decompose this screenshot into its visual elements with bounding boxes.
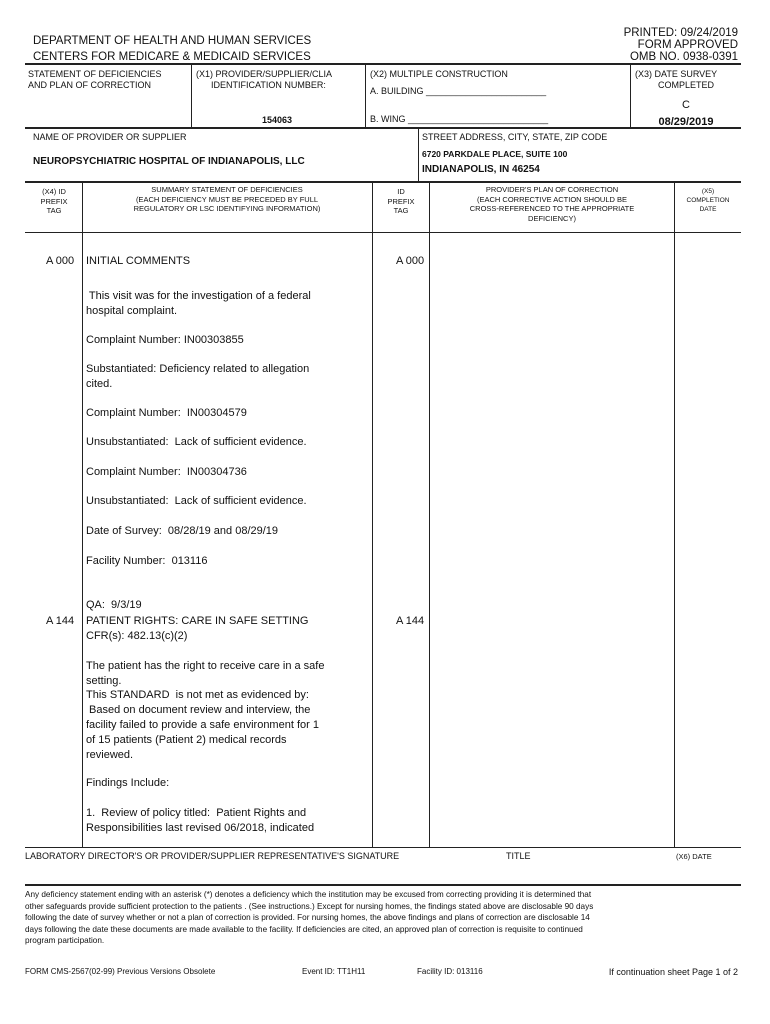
body-text: Substantiated: Deficiency related to allegation (86, 363, 310, 375)
x2-building: A. BUILDING ________________________ (370, 86, 547, 96)
rule (25, 847, 741, 848)
body-text: 1. Review of policy titled: Patient Rights and (86, 807, 307, 819)
form-approved: FORM APPROVED (637, 39, 738, 51)
id-prefix-tag: A 000 (396, 255, 425, 267)
body-text: This visit was for the investigation of a federal (86, 290, 311, 302)
provider-id-number: 154063 (262, 115, 293, 125)
x4-header: (X4) ID PREFIX TAG (40, 187, 68, 215)
divider (191, 64, 192, 128)
facility-number: Facility Number: 013116 (86, 555, 208, 567)
date-label: (X6) DATE (676, 852, 712, 861)
signature-label: LABORATORY DIRECTOR'S OR PROVIDER/SUPPLIER REPRESENTATIVE'S SIGNATURE (25, 851, 400, 861)
body-text: reviewed. (86, 749, 134, 761)
event-id: Event ID: TT1H11 (302, 967, 366, 976)
rule (25, 232, 741, 233)
body-text: hospital complaint. (86, 305, 178, 317)
cfr-reference: CFR(s): 482.13(c)(2) (86, 630, 188, 642)
section-heading: PATIENT RIGHTS: CARE IN SAFE SETTING (86, 615, 309, 627)
complaint-number: Complaint Number: IN00303855 (86, 334, 244, 346)
completion-header: (X5) COMPLETION DATE (686, 188, 730, 213)
divider (365, 64, 366, 128)
statement-label: STATEMENT OF DEFICIENCIES (28, 69, 162, 79)
body-text: Unsubstantiated: Lack of sufficient evidence. (86, 495, 307, 507)
id-header: ID PREFIX TAG (387, 187, 415, 215)
body-text: Based on document review and interview, the (86, 704, 311, 716)
survey-dates: Date of Survey: 08/28/19 and 08/29/19 (86, 525, 279, 537)
id-prefix-tag: A 144 (46, 615, 75, 627)
survey-code: C (682, 99, 690, 111)
provider-name-label: NAME OF PROVIDER OR SUPPLIER (33, 132, 187, 142)
divider (429, 182, 430, 847)
id-prefix-tag: A 000 (46, 255, 75, 267)
department-name: DEPARTMENT OF HEALTH AND HUMAN SERVICES (33, 35, 312, 47)
survey-completed-date: 08/29/2019 (658, 116, 714, 128)
complaint-number: Complaint Number: IN00304579 (86, 407, 247, 419)
rule (25, 181, 741, 183)
body-text: of 15 patients (Patient 2) medical records (86, 734, 287, 746)
title-label: TITLE (506, 851, 531, 861)
divider (418, 128, 419, 182)
street-address: 6720 PARKDALE PLACE, SUITE 100 (422, 149, 568, 159)
qa-date: QA: 9/3/19 (86, 599, 142, 611)
findings-heading: Findings Include: (86, 777, 170, 789)
divider (372, 182, 373, 847)
divider (630, 64, 631, 128)
city-state-zip: INDIANAPOLIS, IN 46254 (422, 164, 540, 175)
divider (82, 182, 83, 847)
x3-label: (X3) DATE SURVEY (635, 69, 718, 79)
id-prefix-tag: A 144 (396, 615, 425, 627)
statement-label: AND PLAN OF CORRECTION (28, 80, 152, 90)
body-text: facility failed to provide a safe environment for 1 (86, 719, 319, 731)
body-text: cited. (86, 378, 113, 390)
provider-name: NEUROPSYCHIATRIC HOSPITAL OF INDIANAPOLIS, LLC (33, 156, 305, 167)
x1-label: (X1) PROVIDER/SUPPLIER/CLIA (196, 69, 333, 79)
complaint-number: Complaint Number: IN00304736 (86, 466, 247, 478)
rule (25, 884, 741, 886)
agency-name: CENTERS FOR MEDICARE & MEDICAID SERVICES (33, 51, 311, 63)
body-text: Responsibilities last revised 06/2018, indicated (86, 822, 315, 834)
top-rule (25, 63, 741, 65)
form-number: FORM CMS-2567(02-99) Previous Versions Obsolete (25, 967, 216, 976)
omb-number: OMB NO. 0938-0391 (629, 51, 738, 63)
section-heading: INITIAL COMMENTS (86, 255, 191, 267)
plan-header: PROVIDER'S PLAN OF CORRECTION (EACH CORRECTIVE ACTION SHOULD BE CROSS-REFERENCED TO THE APPROPRIATE DEFICIENCY) (469, 185, 635, 223)
facility-id: Facility ID: 013116 (417, 967, 483, 976)
body-text: The patient has the right to receive care in a safe (86, 660, 325, 672)
x2-wing: B. WING ____________________________ (370, 114, 549, 124)
disclaimer: Any deficiency statement ending with an asterisk (*) denotes a deficiency which the institution may be excused from correcting providing it is determined that other safeguards provide sufficient protection to the patients . (See instructions.) Except for nursing homes, the findings stated above are disclosable 90 days following the date of survey whether or not a plan of correction is provided. For nursing homes, the above findings and plans of correction are disclosable 14 days following the date these documents are made available to the facility. If deficiencies are cited, an approved plan of correction is requisite to continued program participation. (25, 890, 594, 945)
x3-label: COMPLETED (657, 80, 714, 90)
printed-date: PRINTED: 09/24/2019 (623, 27, 738, 39)
body-text: Unsubstantiated: Lack of sufficient evidence. (86, 436, 307, 448)
body-text: setting. (86, 675, 122, 687)
x2-label: (X2) MULTIPLE CONSTRUCTION (370, 69, 508, 79)
divider (674, 182, 675, 847)
address-label: STREET ADDRESS, CITY, STATE, ZIP CODE (422, 132, 608, 142)
summary-header: SUMMARY STATEMENT OF DEFICIENCIES (EACH DEFICIENCY MUST BE PRECEDED BY FULL REGULATORY OR LSC IDENTIFYING INFORMATION) (133, 185, 321, 213)
body-text: This STANDARD is not met as evidenced by: (86, 689, 309, 701)
x1-label: IDENTIFICATION NUMBER: (211, 80, 326, 90)
page-number: If continuation sheet Page 1 of 2 (608, 967, 738, 977)
